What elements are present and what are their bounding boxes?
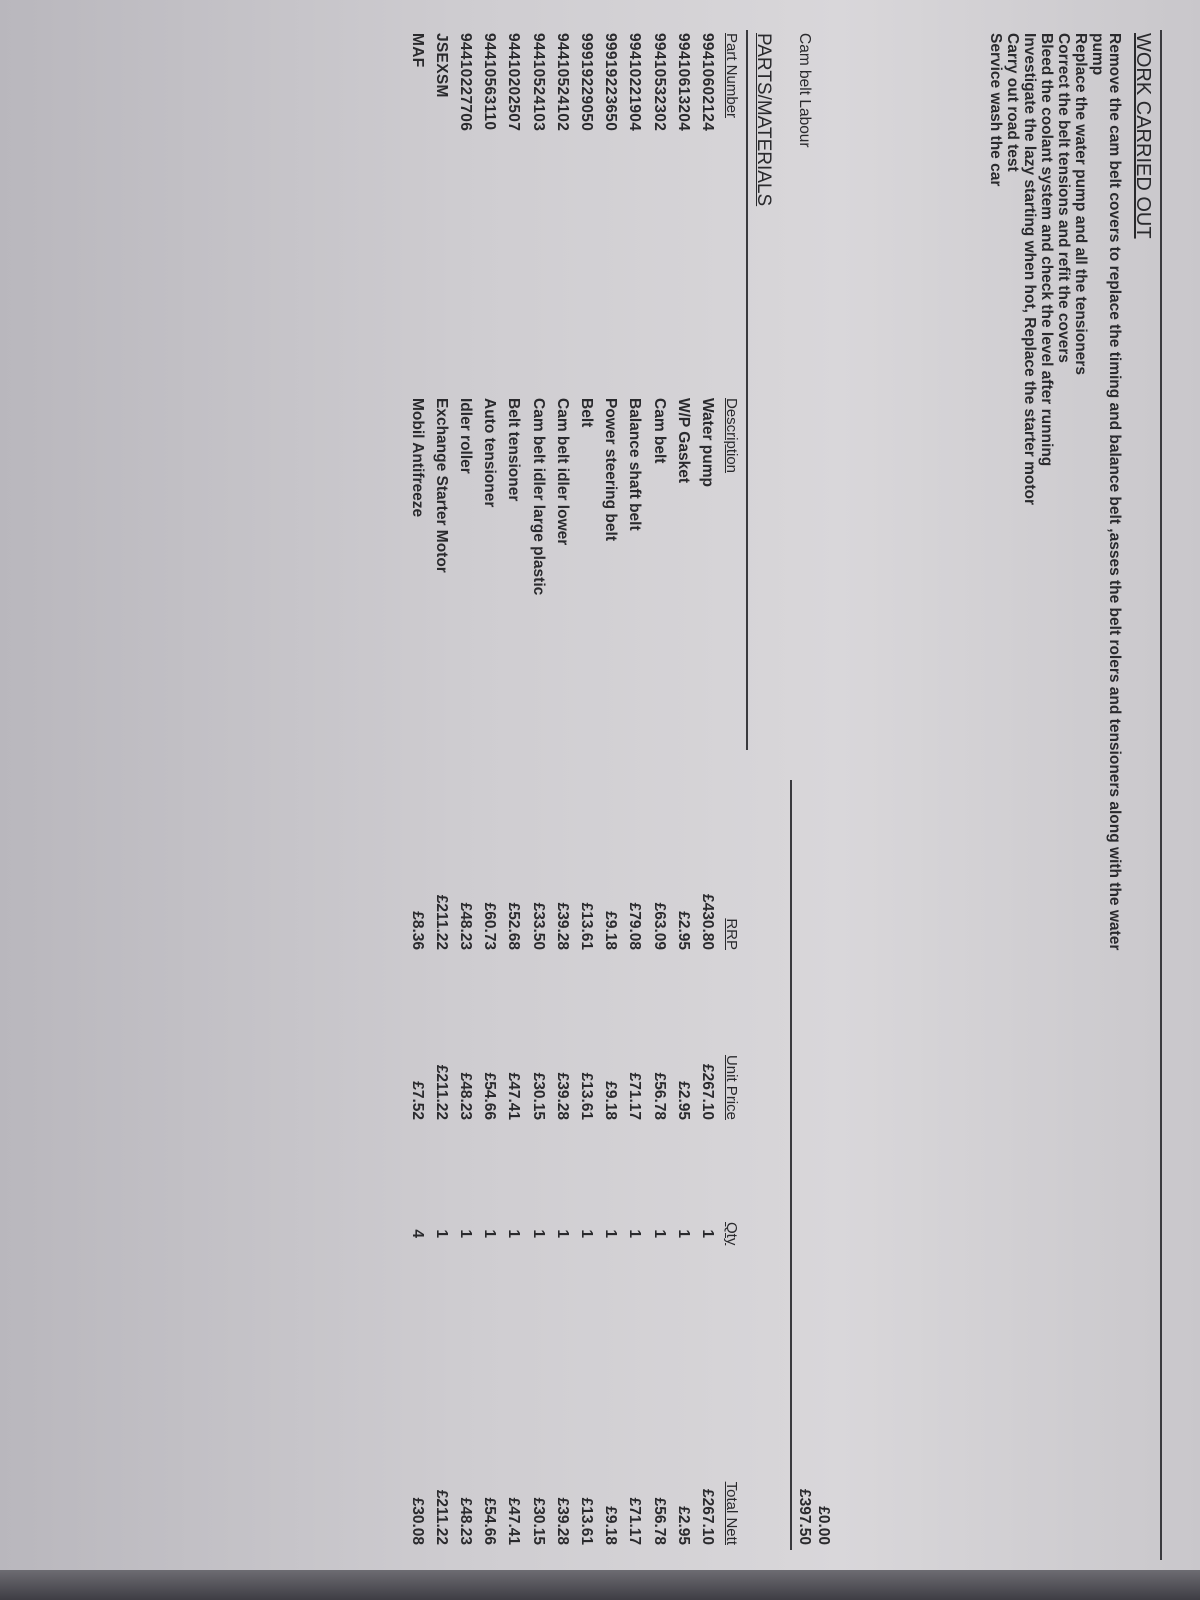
cell-unit-price: £56.78 — [650, 1072, 668, 1120]
cell-rrp: £79.08 — [626, 902, 644, 950]
work-carried-out-title: WORK CARRIED OUT — [1132, 33, 1154, 239]
work-line: Carry out road test — [1004, 33, 1021, 172]
cell-total-nett: £211.22 — [432, 1489, 450, 1545]
cell-qty: 1 — [650, 1229, 668, 1238]
cell-part-number: 99919223650 — [602, 33, 620, 132]
cell-description: Power steering belt — [602, 398, 620, 541]
cell-qty: 1 — [432, 1229, 450, 1238]
cell-total-nett: £267.10 — [699, 1488, 716, 1545]
cell-qty: 1 — [457, 1229, 474, 1238]
cell-qty: 1 — [626, 1229, 644, 1238]
cell-qty: 1 — [602, 1229, 620, 1238]
cell-part-number: MAF — [408, 33, 426, 68]
cell-unit-price: £267.10 — [699, 1063, 716, 1120]
cell-total-nett: £47.41 — [505, 1497, 523, 1545]
cell-total-nett: £13.61 — [578, 1497, 595, 1545]
cell-qty: 1 — [481, 1229, 499, 1238]
cell-unit-price: £2.95 — [674, 1081, 692, 1120]
cell-description: Mobil Antifreeze — [408, 398, 426, 518]
cell-part-number: 99919229050 — [578, 33, 595, 132]
cell-unit-price: £9.18 — [602, 1081, 620, 1120]
cell-qty: 1 — [505, 1229, 523, 1238]
cell-description: Belt tensioner — [505, 398, 523, 502]
cell-rrp: £60.73 — [481, 902, 499, 950]
cell-total-nett: £56.78 — [650, 1497, 668, 1545]
labour-label: Cam belt Labour — [796, 33, 813, 148]
cell-description: W/P Gasket — [674, 398, 692, 484]
cell-part-number: 94410524103 — [529, 33, 547, 132]
work-line: Replace the water pump and all the tensioners — [1072, 33, 1089, 375]
top-rule — [1160, 30, 1162, 1560]
cell-rrp: £9.18 — [602, 911, 620, 950]
cell-part-number: 94410202507 — [505, 33, 523, 132]
cell-rrp: £48.23 — [457, 902, 474, 950]
header-rrp: RRP — [723, 918, 740, 950]
work-line: pump — [1089, 33, 1106, 76]
header-part-number: Part Number — [723, 33, 740, 119]
cell-description: Belt — [578, 398, 595, 428]
cell-rrp: £430.80 — [699, 893, 716, 950]
cell-total-nett: £54.66 — [481, 1497, 499, 1545]
cell-part-number: 94410563110 — [481, 33, 499, 131]
cell-description: Exchange Starter Motor — [432, 398, 450, 573]
header-unit-price: Unit Price — [723, 1054, 740, 1120]
cell-description: Cam belt — [650, 398, 668, 464]
cell-unit-price: £39.28 — [553, 1072, 571, 1120]
cell-unit-price: £48.23 — [457, 1072, 474, 1120]
cell-rrp: £33.50 — [529, 902, 547, 950]
cell-total-nett: £2.95 — [674, 1506, 692, 1545]
cell-part-number: JSEXSM — [432, 33, 450, 98]
cell-total-nett: £39.28 — [553, 1497, 571, 1545]
cell-rrp: £63.09 — [650, 902, 668, 950]
cell-total-nett: £71.17 — [626, 1497, 644, 1545]
cell-total-nett: £30.08 — [408, 1497, 426, 1545]
labour-amount: £397.50 — [796, 1488, 813, 1545]
header-description: Description — [723, 398, 740, 474]
labour-rule — [790, 780, 792, 1550]
cell-description: Cam belt idler lower — [553, 398, 571, 546]
cell-part-number: 94410227706 — [457, 33, 474, 132]
cell-rrp: £8.36 — [408, 911, 426, 950]
work-line: Bleed the coolant system and check the level after running — [1038, 33, 1055, 467]
cell-unit-price: £30.15 — [529, 1072, 547, 1120]
cell-rrp: £13.61 — [578, 902, 595, 950]
cell-rrp: £52.68 — [505, 902, 523, 950]
header-total-nett: Total Nett — [723, 1481, 740, 1545]
work-line: Remove the cam belt covers to replace the timing and balance belt ,asses the belt rolers and tensioners along with the water — [1106, 33, 1123, 951]
cell-rrp: £211.22 — [432, 894, 450, 950]
cell-rrp: £39.28 — [553, 902, 571, 950]
cell-part-number: 94410524102 — [553, 33, 571, 132]
cell-total-nett: £48.23 — [457, 1497, 474, 1545]
cell-unit-price: £47.41 — [505, 1072, 523, 1120]
cell-unit-price: £13.61 — [578, 1072, 595, 1120]
cell-description: Water pump — [699, 398, 716, 487]
header-qty: Qty — [723, 1222, 740, 1246]
cell-rrp: £2.95 — [674, 911, 692, 950]
cell-unit-price: £71.17 — [626, 1072, 644, 1120]
work-line: Investigate the lazy starting when hot, Replace the starter motor — [1021, 33, 1038, 505]
cell-description: Cam belt idler large plastic — [529, 398, 547, 596]
cell-qty: 1 — [699, 1229, 716, 1238]
cell-part-number: 99410613204 — [674, 33, 692, 132]
cell-unit-price: £211.22 — [432, 1064, 450, 1120]
cell-description: Balance shaft belt — [626, 398, 644, 531]
parts-title: PARTS/MATERIALS — [753, 33, 774, 207]
cell-qty: 4 — [408, 1229, 426, 1238]
cell-qty: 1 — [553, 1229, 571, 1238]
cell-part-number: 99410532302 — [650, 33, 668, 132]
cell-description: Auto tensioner — [481, 398, 499, 508]
work-line: Correct the belt tensions and refit the covers — [1055, 33, 1072, 363]
cell-qty: 1 — [674, 1229, 692, 1238]
work-line: Service wash the car — [987, 33, 1004, 187]
cell-qty: 1 — [578, 1229, 595, 1238]
cell-total-nett: £30.15 — [529, 1497, 547, 1545]
cell-unit-price: £7.52 — [408, 1081, 426, 1120]
cell-qty: 1 — [529, 1229, 547, 1238]
cell-part-number: 99410221904 — [626, 33, 644, 132]
cell-total-nett: £9.18 — [602, 1506, 620, 1545]
cell-part-number: 99410602124 — [699, 33, 716, 132]
cell-description: Idler roller — [457, 398, 474, 474]
labour-amount-top: £0.00 — [815, 1506, 832, 1545]
cell-unit-price: £54.66 — [481, 1072, 499, 1120]
parts-rule — [746, 30, 748, 750]
